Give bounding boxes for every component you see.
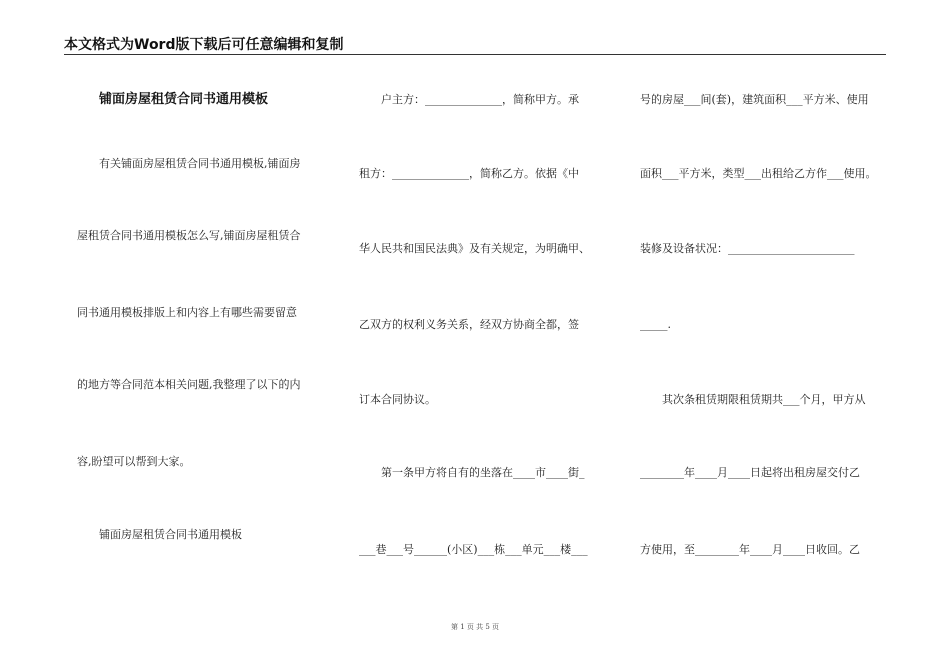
- paragraph-line: 订本合同协议。: [359, 393, 436, 406]
- paragraph-line: 户主方：______________，简称甲方。承: [381, 93, 579, 106]
- document-title: 铺面房屋租赁合同书通用模板: [99, 92, 269, 107]
- header-divider: [64, 54, 886, 55]
- paragraph-line: 第一条甲方将自有的坐落在____市____街_: [381, 466, 585, 479]
- paragraph-line: 租方：______________，简称乙方。依据《中: [359, 167, 579, 180]
- paragraph-line: 容,盼望可以帮到大家。: [77, 455, 191, 468]
- paragraph-line: 有关铺面房屋租赁合同书通用模板,铺面房: [99, 157, 301, 170]
- paragraph-line: ___巷___号______(小区)___栋___单元___楼___: [359, 543, 588, 556]
- paragraph-line: 面积___平方米，类型___出租给乙方作___使用。: [640, 167, 877, 180]
- section-heading: 铺面房屋租赁合同书通用模板: [99, 528, 242, 541]
- paragraph-line: 号的房屋___间(套)，建筑面积___平方米、使用: [640, 93, 869, 106]
- paragraph-line: _____.: [640, 318, 671, 331]
- paragraph-line: 其次条租赁期限租赁期共___个月，甲方从: [662, 393, 866, 406]
- paragraph-line: ________年____月____日起将出租房屋交付乙: [640, 466, 860, 479]
- paragraph-line: 同书通用模板排版上和内容上有哪些需要留意: [77, 306, 297, 319]
- document-header-title: 本文格式为Word版下载后可任意编辑和复制: [64, 37, 344, 53]
- paragraph-line: 屋租赁合同书通用模板怎么写,铺面房屋租赁合: [77, 229, 301, 242]
- paragraph-line: 方使用，至________年____月____日收回。乙: [640, 543, 860, 556]
- paragraph-line: 装修及设备状况：_______________________: [640, 242, 855, 255]
- paragraph-line: 乙双方的权利义务关系，经双方协商全都，签: [359, 318, 579, 331]
- paragraph-line: 华人民共和国民法典》及有关规定，为明确甲、: [359, 242, 590, 255]
- page-number-footer: 第 1 页 共 5 页: [450, 623, 500, 631]
- paragraph-line: 的地方等合同范本相关问题,我整理了以下的内: [77, 378, 301, 391]
